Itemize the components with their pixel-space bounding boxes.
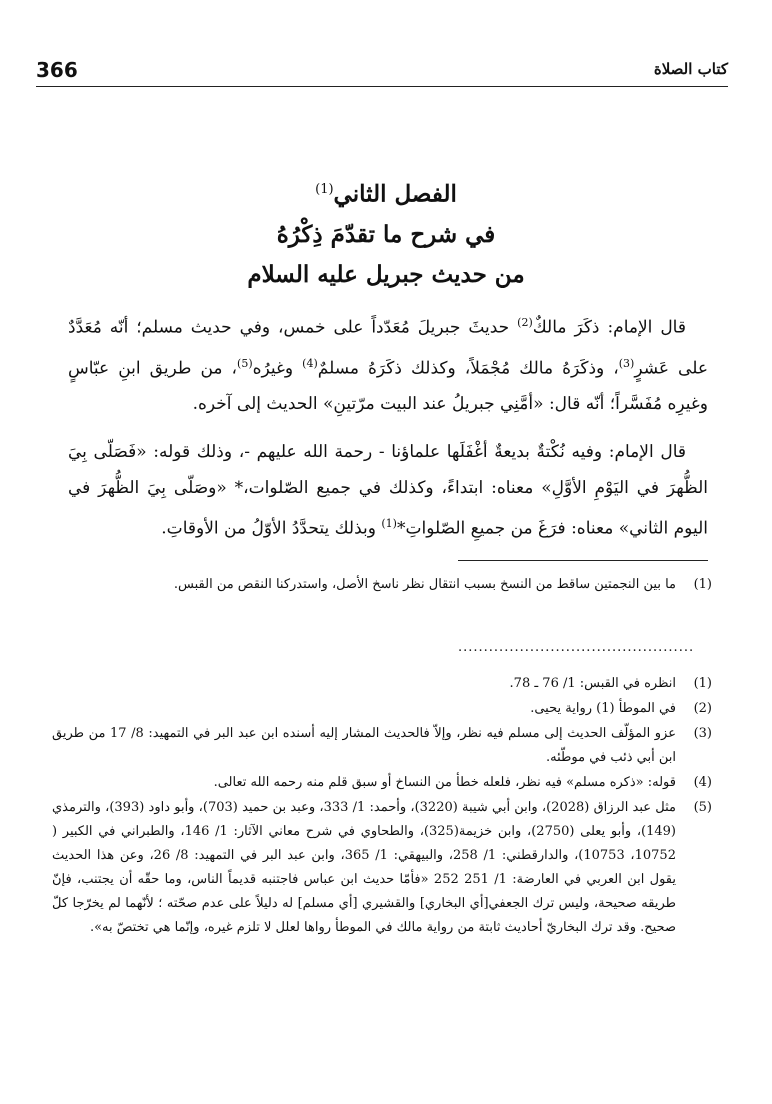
- footnote-number: (4): [693, 775, 712, 790]
- footnote-ref: (3): [618, 356, 635, 370]
- footnote-number: (3): [693, 726, 712, 741]
- paragraph: [68, 305, 708, 422]
- footnotes: [52, 672, 712, 941]
- chapter-title: [60, 170, 712, 215]
- footnote-number: (5): [693, 800, 712, 815]
- footnote-number: (2): [693, 701, 712, 716]
- chapter-subtitle-2: من حديث جبريل عليه السلام: [247, 260, 525, 288]
- paragraph-text: ، من طريق ابنِ عبّاسٍ وغيرِه مُفَسَّراً؛ أنّه قال: «أمَّنِي جبريلُ عند البيت مرّتينِ» الحديث إلى آخره.: [68, 358, 708, 415]
- inner-footnote-number: (1): [693, 577, 712, 592]
- footnote: [52, 722, 712, 770]
- footnote-separator: ..............................................: [458, 640, 695, 655]
- footnote-text: انظره في القبس: 1/ 76 ـ 78.: [509, 676, 676, 691]
- running-title: كتاب الصلاة: [653, 60, 728, 78]
- paragraph: [68, 434, 708, 547]
- footnote-ref: (1): [381, 517, 397, 531]
- footnote-ref: (5): [237, 356, 253, 370]
- footnote-rule: [458, 560, 708, 561]
- paragraph-text: ، وذكَرَهُ مالك مُجْمَلاً، وكذلك ذكَرَهُ مسلمٌ: [317, 358, 619, 379]
- footnote-text: عزو المؤلّف الحديث إلى مسلم فيه نظر، وإلاّ فالحديث المشار إليه أسنده ابن عبد البر في التمهيد: 8/ 17 من طريق ابن أبي ذئب في موطّئه.: [52, 726, 676, 765]
- page-header: [36, 60, 728, 87]
- chapter-title-text: الفصل الثاني: [333, 180, 457, 208]
- paragraph-text: وبذلك يتحدَّدُ الأوّلُ من الأوقاتِ.: [161, 518, 382, 539]
- paragraph-text: حديثَ جبريلَ مُعَدّداً على خمس، وفي حديث مسلم؛ أنّه مُعَدَّدٌ على عَشرٍ: [68, 317, 708, 379]
- page-number: 366: [36, 58, 78, 82]
- paragraph-text: قال الإمام: وفيه نُكْتةٌ بديعةٌ أغْفَلَها علماؤنا - رحمة الله عليهم -، وذلك قوله: «فَصَلّى بِيَ الظُّهرَ في اليَوْمِ الأوَّلِ» معناه: ابتداءً، وكذلك في جميع الصّلوات،* «وصَلّى بِيَ الظُّهرَ في اليوم الثاني» معناه: فرَغَ من جميعِ الصّلواتِ*: [68, 442, 708, 539]
- footnote-text: مثل عبد الرزاق (2028)، وابن أبي شيبة (3220)، وأحمد: 1/ 333، وعبد بن حميد (703)، وأبو داود (393)، والترمذي (149)، وأبو يعلى (2750)، وابن خزيمة(325)، والطحاوي في شرح معاني الآثار: 1/ 146، والطبراني في الكبير ( 10752، 10753)، والدارقطني: 1/ 258، والبيهقي: 1/ 365، وابن عبد البر في التمهيد: 8/ 26، وعن هذا الحديث يقول ابن العربي في العارضة: 1/ 251 252 «فأمّا حديث ابن عباس فاجتنبه قديماً الناس، وما حقّه أن يجتنب، فإنّ طريقه صحيحة، وليس ترك الجعفي[أي البخاري] والقشيري [أي مسلم] له دليلاً على عدم صحّته ؛ لأنّهما لم يخرّجا كلّ صحيح. وقد ترك البخاريّ أحاديث ثابتة من رواية مالك في الموطأ رواها لعلل لا تلزم غيره، وإنّما هي تختصّ به».: [52, 800, 677, 935]
- footnote-ref: (4): [302, 356, 318, 370]
- chapter-title-note-ref: (1): [315, 182, 334, 197]
- main-text: [68, 305, 708, 559]
- footnote-text: في الموطأ (1) رواية يحيى.: [530, 701, 676, 716]
- footnote-number: (1): [693, 676, 712, 691]
- inner-footnote: [58, 574, 712, 596]
- chapter-heading: [60, 170, 712, 295]
- footnote-text: قوله: «ذكره مسلم» فيه نظر، فلعله خطأ من النساخ أو سبق قلم منه رحمه الله تعالى.: [213, 775, 676, 790]
- footnote: [52, 771, 712, 795]
- footnote: [52, 697, 712, 721]
- chapter-subtitle-1: في شرح ما تقدّمَ ذِكْرُهُ: [276, 220, 496, 248]
- footnote: [52, 796, 712, 940]
- footnote-ref: (2): [517, 316, 533, 329]
- inner-footnote-text: ما بين النجمتين ساقط من النسخ بسبب انتقال نظر ناسخ الأصل، واستدركنا النقص من القبس.: [173, 577, 676, 592]
- paragraph-text: قال الإمام: ذكَرَ مالكٌ: [532, 317, 686, 338]
- paragraph-text: وغيرُه: [252, 358, 303, 379]
- footnote: [52, 672, 712, 696]
